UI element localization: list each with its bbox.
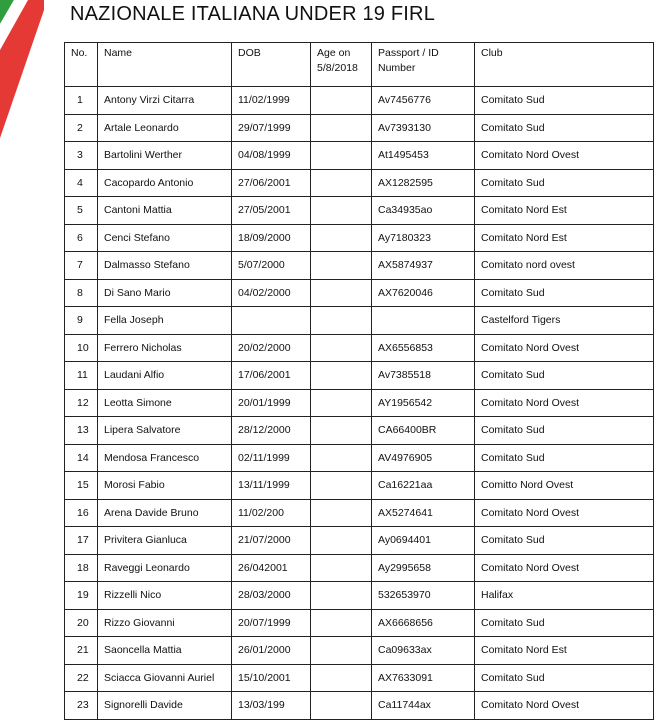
cell-no: 23 (65, 692, 98, 720)
table-row (65, 224, 654, 252)
table-row (65, 692, 654, 720)
cell-club: Comitato Sud (475, 664, 654, 692)
cell-passport: AX6556853 (372, 334, 475, 362)
cell-name: Cacopardo Antonio (98, 169, 232, 197)
table-row (65, 472, 654, 500)
cell-club: Comitato Nord Ovest (475, 142, 654, 170)
cell-dob: 15/10/2001 (232, 664, 311, 692)
cell-passport: Ca09633ax (372, 637, 475, 665)
cell-passport: AX1282595 (372, 169, 475, 197)
cell-club: Comitato Sud (475, 444, 654, 472)
cell-dob: 27/05/2001 (232, 197, 311, 225)
table-row (65, 582, 654, 610)
cell-name: Cenci Stefano (98, 224, 232, 252)
cell-club: Comitato Nord Est (475, 637, 654, 665)
cell-no: 9 (65, 307, 98, 335)
cell-passport: AX5274641 (372, 499, 475, 527)
cell-age (311, 499, 372, 527)
cell-age (311, 87, 372, 115)
cell-passport (372, 307, 475, 335)
cell-club: Comitato Sud (475, 527, 654, 555)
cell-no: 16 (65, 499, 98, 527)
cell-age (311, 609, 372, 637)
cell-dob: 28/03/2000 (232, 582, 311, 610)
table-row (65, 664, 654, 692)
header-name: Name (98, 43, 232, 87)
cell-name: Rizzo Giovanni (98, 609, 232, 637)
cell-dob (232, 307, 311, 335)
cell-club: Comitato Sud (475, 279, 654, 307)
cell-dob: 20/07/1999 (232, 609, 311, 637)
cell-name: Laudani Alfio (98, 362, 232, 390)
cell-club: Castelford Tigers (475, 307, 654, 335)
cell-no: 4 (65, 169, 98, 197)
cell-dob: 13/03/199 (232, 692, 311, 720)
cell-passport: AX5874937 (372, 252, 475, 280)
cell-passport: CA66400BR (372, 417, 475, 445)
cell-age (311, 142, 372, 170)
cell-passport: Ca11744ax (372, 692, 475, 720)
cell-age (311, 637, 372, 665)
header-club: Club (475, 43, 654, 87)
cell-passport: 532653970 (372, 582, 475, 610)
cell-no: 17 (65, 527, 98, 555)
cell-club: Comitato Sud (475, 362, 654, 390)
cell-passport: AY1956542 (372, 389, 475, 417)
table-row (65, 444, 654, 472)
table-row (65, 389, 654, 417)
cell-passport: Av7385518 (372, 362, 475, 390)
cell-dob: 26/042001 (232, 554, 311, 582)
cell-no: 8 (65, 279, 98, 307)
cell-club: Comitato Sud (475, 609, 654, 637)
cell-club: Comitto Nord Ovest (475, 472, 654, 500)
cell-no: 20 (65, 609, 98, 637)
table-row (65, 334, 654, 362)
cell-age (311, 554, 372, 582)
cell-dob: 11/02/1999 (232, 87, 311, 115)
cell-name: Bartolini Werther (98, 142, 232, 170)
cell-name: Ferrero Nicholas (98, 334, 232, 362)
cell-age (311, 472, 372, 500)
table-row (65, 527, 654, 555)
cell-dob: 20/01/1999 (232, 389, 311, 417)
cell-club: Comitato Sud (475, 114, 654, 142)
cell-club: Halifax (475, 582, 654, 610)
cell-age (311, 114, 372, 142)
cell-passport: Ay2995658 (372, 554, 475, 582)
document-title: NAZIONALE ITALIANA UNDER 19 FIRL (70, 3, 436, 25)
cell-name: Artale Leonardo (98, 114, 232, 142)
cell-no: 22 (65, 664, 98, 692)
cell-name: Leotta Simone (98, 389, 232, 417)
cell-club: Comitato Sud (475, 87, 654, 115)
cell-no: 19 (65, 582, 98, 610)
cell-age (311, 334, 372, 362)
cell-passport: Ca34935ao (372, 197, 475, 225)
cell-dob: 5/07/2000 (232, 252, 311, 280)
cell-age (311, 307, 372, 335)
cell-no: 11 (65, 362, 98, 390)
cell-age (311, 224, 372, 252)
cell-name: Antony Virzi Citarra (98, 87, 232, 115)
cell-no: 10 (65, 334, 98, 362)
cell-dob: 26/01/2000 (232, 637, 311, 665)
cell-no: 14 (65, 444, 98, 472)
cell-club: Comitato Nord Est (475, 197, 654, 225)
cell-age (311, 389, 372, 417)
cell-dob: 04/08/1999 (232, 142, 311, 170)
cell-no: 7 (65, 252, 98, 280)
cell-age (311, 197, 372, 225)
cell-no: 12 (65, 389, 98, 417)
cell-age (311, 169, 372, 197)
table-row (65, 554, 654, 582)
header-dob: DOB (232, 43, 311, 87)
cell-club: Comitato Sud (475, 417, 654, 445)
table-row (65, 142, 654, 170)
table-header-row (65, 43, 654, 87)
cell-no: 1 (65, 87, 98, 115)
cell-passport: Ay0694401 (372, 527, 475, 555)
header-passport: Passport / ID Number (372, 43, 475, 87)
cell-club: Comitato nord ovest (475, 252, 654, 280)
cell-name: Fella Joseph (98, 307, 232, 335)
cell-passport: AX7633091 (372, 664, 475, 692)
table-row (65, 169, 654, 197)
cell-dob: 29/07/1999 (232, 114, 311, 142)
cell-club: Comitato Nord Est (475, 224, 654, 252)
cell-dob: 21/07/2000 (232, 527, 311, 555)
cell-passport: AX6668656 (372, 609, 475, 637)
cell-club: Comitato Nord Ovest (475, 389, 654, 417)
cell-dob: 13/11/1999 (232, 472, 311, 500)
cell-name: Di Sano Mario (98, 279, 232, 307)
table-row (65, 252, 654, 280)
cell-no: 18 (65, 554, 98, 582)
cell-name: Privitera Gianluca (98, 527, 232, 555)
header-age: Age on 5/8/2018 (311, 43, 372, 87)
cell-dob: 04/02/2000 (232, 279, 311, 307)
cell-no: 21 (65, 637, 98, 665)
cell-age (311, 692, 372, 720)
cell-no: 15 (65, 472, 98, 500)
cell-age (311, 582, 372, 610)
cell-no: 5 (65, 197, 98, 225)
cell-dob: 28/12/2000 (232, 417, 311, 445)
cell-passport: At1495453 (372, 142, 475, 170)
cell-passport: AV4976905 (372, 444, 475, 472)
cell-age (311, 252, 372, 280)
cell-no: 13 (65, 417, 98, 445)
cell-club: Comitato Nord Ovest (475, 499, 654, 527)
table-row (65, 87, 654, 115)
cell-age (311, 362, 372, 390)
cell-age (311, 527, 372, 555)
cell-no: 6 (65, 224, 98, 252)
cell-name: Arena Davide Bruno (98, 499, 232, 527)
cell-name: Raveggi Leonardo (98, 554, 232, 582)
table-row (65, 499, 654, 527)
cell-name: Lipera Salvatore (98, 417, 232, 445)
cell-name: Morosi Fabio (98, 472, 232, 500)
cell-dob: 17/06/2001 (232, 362, 311, 390)
table-row (65, 362, 654, 390)
cell-age (311, 664, 372, 692)
cell-dob: 11/02/200 (232, 499, 311, 527)
table-row (65, 609, 654, 637)
italian-flag-corner (0, 0, 44, 140)
header-no: No. (65, 43, 98, 87)
cell-name: Cantoni Mattia (98, 197, 232, 225)
cell-passport: AX7620046 (372, 279, 475, 307)
table-row (65, 307, 654, 335)
cell-club: Comitato Sud (475, 169, 654, 197)
cell-passport: Av7456776 (372, 87, 475, 115)
cell-club: Comitato Nord Ovest (475, 334, 654, 362)
cell-dob: 20/02/2000 (232, 334, 311, 362)
cell-dob: 18/09/2000 (232, 224, 311, 252)
cell-age (311, 279, 372, 307)
cell-name: Dalmasso Stefano (98, 252, 232, 280)
cell-passport: Av7393130 (372, 114, 475, 142)
cell-age (311, 417, 372, 445)
cell-passport: Ca16221aa (372, 472, 475, 500)
table-row (65, 197, 654, 225)
cell-name: Sciacca Giovanni Auriel (98, 664, 232, 692)
cell-no: 2 (65, 114, 98, 142)
cell-no: 3 (65, 142, 98, 170)
cell-passport: Ay7180323 (372, 224, 475, 252)
cell-club: Comitato Nord Ovest (475, 692, 654, 720)
cell-name: Saoncella Mattia (98, 637, 232, 665)
cell-name: Mendosa Francesco (98, 444, 232, 472)
table-row (65, 114, 654, 142)
cell-dob: 02/11/1999 (232, 444, 311, 472)
table-row (65, 637, 654, 665)
cell-dob: 27/06/2001 (232, 169, 311, 197)
cell-name: Signorelli Davide (98, 692, 232, 720)
cell-age (311, 444, 372, 472)
table-row (65, 279, 654, 307)
table-row (65, 417, 654, 445)
cell-club: Comitato Nord Ovest (475, 554, 654, 582)
players-table (64, 42, 654, 720)
cell-name: Rizzelli Nico (98, 582, 232, 610)
